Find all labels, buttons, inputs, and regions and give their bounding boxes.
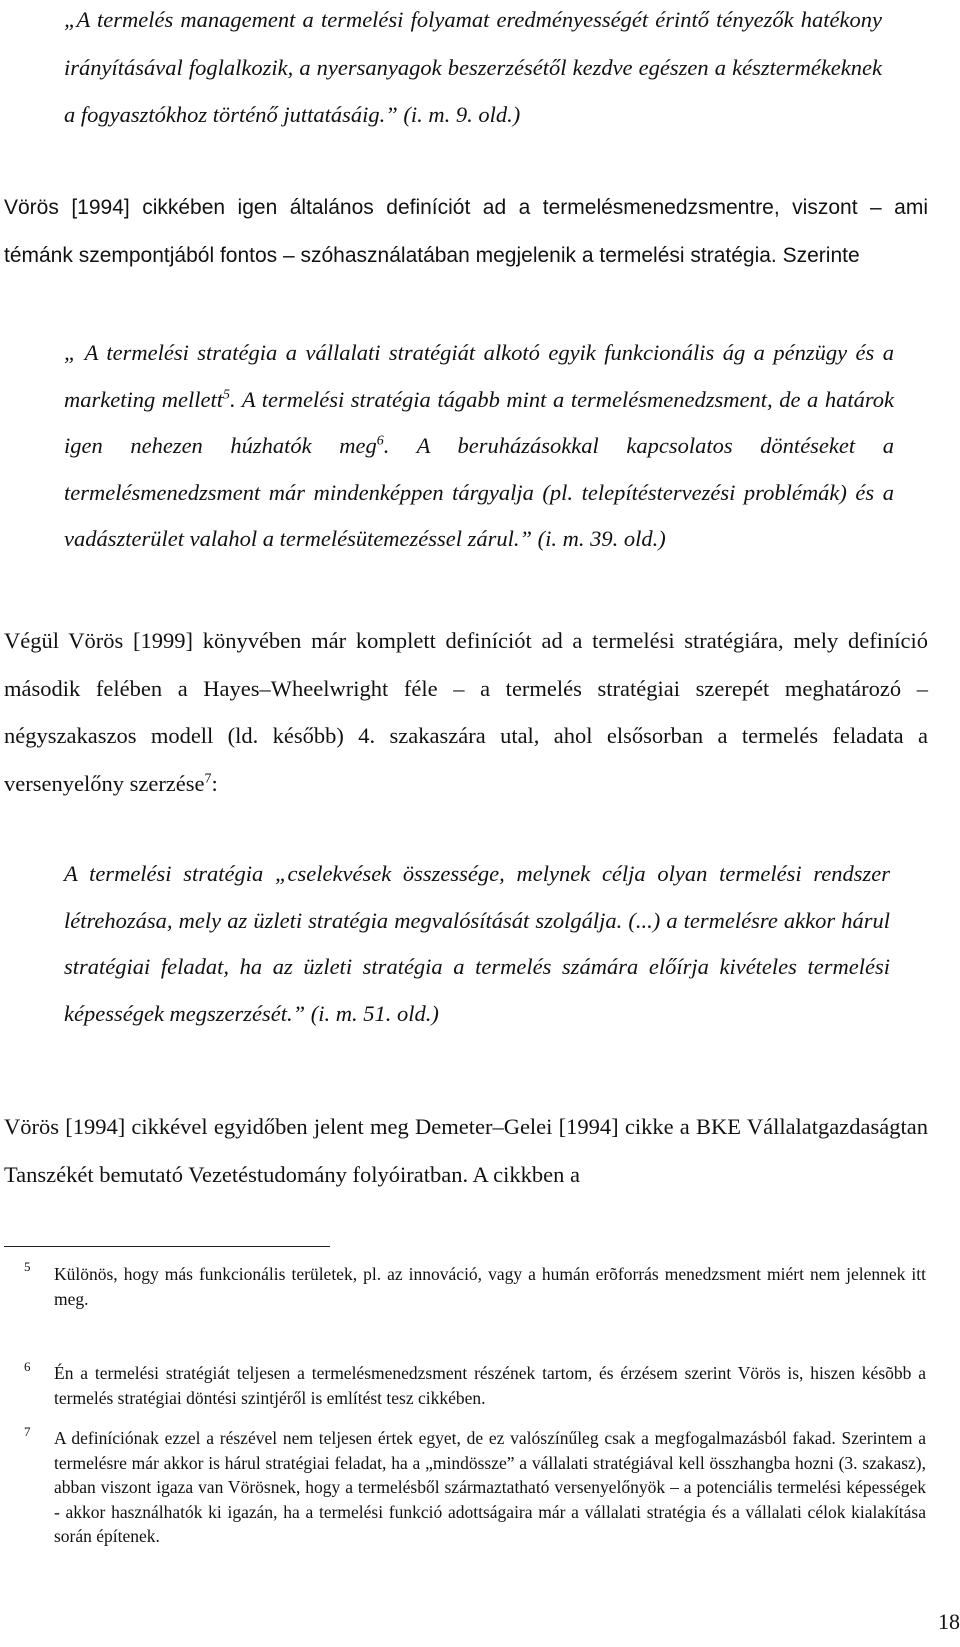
body-4-part-a: Végül Vörös [1999] könyvében már komplett definíciót ad a termelési stratégiára, mely definíció második felében a Hayes–Wheelwright féle – a termelés stratégiai szerepét meghatározó – négyszakaszos modell (ld. később) 4. szakaszára utal, ahol elsősorban a termelés feladata a versenyelőny szerzése [4, 628, 928, 796]
quote-3-part-b: . A termelési stratégia tágabb mint a termelésmenedzsment, de a határok igen nehezen húzhatók meg [64, 386, 894, 458]
footnote-5-text: Különös, hogy más funkcionális területek, pl. az innováció, vagy a humán erõforrás menedzsment miért nem jelennek itt meg. [54, 1264, 926, 1309]
footnote-separator [4, 1246, 330, 1247]
footnote-ref-6: 6 [376, 433, 384, 449]
body-paragraph-6: Vörös [1994] cikkével egyidőben jelent meg Demeter–Gelei [1994] cikke a BKE Vállalatgazdaságtan Tanszékét bemutató Vezetéstudomány folyóiratban. A cikkben a [4, 1114, 928, 1187]
footnote-7-text: A definíciónak ezzel a részével nem teljesen értek egyet, de ez valószínűleg csak a megfogalmazásból fakad. Szerintem a termelésre már akkor is hárul stratégiai feladat, ha a „mindössze” a vállalati stratégiával kell összhangba hozni (3. szakasz), abban viszont igaza van Vörösnek, hogy a termelésből származtatható versenyelőnyök – a potenciális termelési képességek - akkor használhatók ki igazán, ha a termelési funkció adottságaira már a vállalati stratégia és a vállalati célok kialakítása során építenek. [54, 1428, 926, 1546]
body-paragraph-2: Vörös [1994] cikkében igen általános definíciót ad a termelésmenedzsmentre, viszont – ami témánk szempontjából fontos – szóhasználatában megjelenik a termelési stratégia. Szerinte [4, 196, 928, 267]
body-4-part-b: : [211, 770, 218, 796]
footnote-ref-7: 7 [204, 771, 212, 787]
quote-paragraph-1: „A termelés management a termelési folyamat eredményességét érintő tényezők hatékony irányításával foglalkozik, a nyersanyagok beszerzésétől kezdve egészen a késztermékeknek a fogyasztókhoz történő juttatásáig.” (i. m. 9. old.) [64, 7, 882, 128]
quote-paragraph-3 [64, 330, 894, 563]
footnote-7-number: 7 [24, 1424, 31, 1439]
body-paragraph-4 [4, 617, 928, 807]
quote-paragraph-5: A termelési stratégia „cselekvések összessége, melynek célja olyan termelési rendszer létrehozása, mely az üzleti stratégia megvalósítását szolgálja. (...) a termelésre akkor hárul stratégiai feladat, ha az üzleti stratégia a termelés számára előírja kivételes termelési képességek megszerzését.” (i. m. 51. old.) [64, 861, 890, 1026]
quote-3-part-a: „ A termelési stratégia a vállalati stratégiát alkotó egyik funkcionális ág a pénzügy és a marketing mellett [64, 340, 894, 412]
page-number: 18 [938, 1609, 960, 1634]
footnote-6-text: Én a termelési stratégiát teljesen a termelésmenedzsment részének tartom, és érzésem szerint Vörös is, hiszen késõbb a termelés stratégiai döntési szintjéről is említést tesz cikkében. [54, 1363, 926, 1408]
footnote-6-number: 6 [24, 1359, 31, 1374]
footnote-ref-5: 5 [223, 387, 231, 402]
footnote-5-number: 5 [24, 1259, 31, 1274]
quote-3-part-c: . A beruházásokkal kapcsolatos döntéseket a termelésmenedzsment már mindenképpen tárgyalja (pl. telepítéstervezési problémák) és a vadászterület valahol a termelésütemezéssel zárul.” (i. m. 39. old.) [64, 433, 894, 551]
